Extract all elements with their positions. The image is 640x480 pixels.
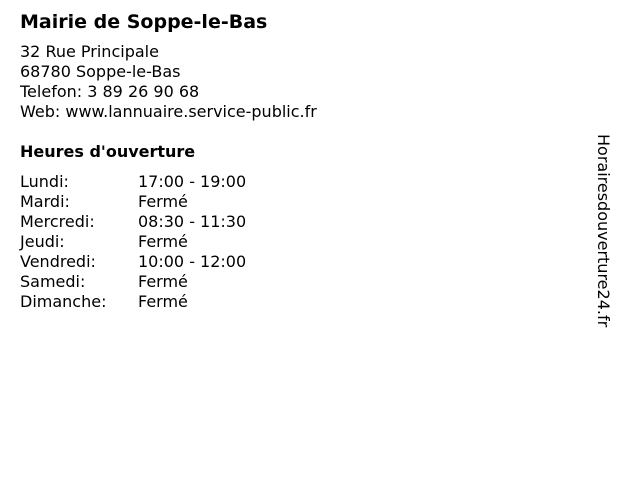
hours-day: Lundi: xyxy=(20,172,69,191)
hours-day: Mercredi: xyxy=(20,212,95,231)
brand-watermark: Horairesdouverture24.fr xyxy=(594,134,613,328)
hours-row-lundi xyxy=(20,172,580,192)
business-card xyxy=(20,10,580,312)
hours-row-vendredi xyxy=(20,252,580,272)
hours-day: Vendredi: xyxy=(20,252,96,271)
hours-time: 08:30 - 11:30 xyxy=(138,212,247,231)
hours-row-dimanche xyxy=(20,292,580,312)
hours-row-samedi xyxy=(20,272,580,292)
hours-day: Mardi: xyxy=(20,192,70,211)
city-address: 68780 Soppe-le-Bas xyxy=(20,62,181,81)
hours-row-jeudi xyxy=(20,232,580,252)
hours-table xyxy=(20,172,580,312)
hours-row-mercredi xyxy=(20,212,580,232)
hours-day: Dimanche: xyxy=(20,292,107,311)
hours-time: Fermé xyxy=(138,192,188,211)
hours-day: Jeudi: xyxy=(20,232,65,251)
hours-time: 17:00 - 19:00 xyxy=(138,172,247,191)
street-address: 32 Rue Principale xyxy=(20,42,159,61)
hours-time: Fermé xyxy=(138,292,188,311)
hours-row-mardi xyxy=(20,192,580,212)
phone-number: Telefon: 3 89 26 90 68 xyxy=(20,82,200,101)
hours-time: Fermé xyxy=(138,272,188,291)
page-title: Mairie de Soppe-le-Bas xyxy=(20,11,268,33)
hours-day: Samedi: xyxy=(20,272,86,291)
hours-time: Fermé xyxy=(138,232,188,251)
hours-heading: Heures d'ouverture xyxy=(20,142,196,161)
hours-time: 10:00 - 12:00 xyxy=(138,252,247,271)
website-link[interactable]: Web: www.lannuaire.service-public.fr xyxy=(20,102,317,121)
address-block xyxy=(20,42,580,122)
